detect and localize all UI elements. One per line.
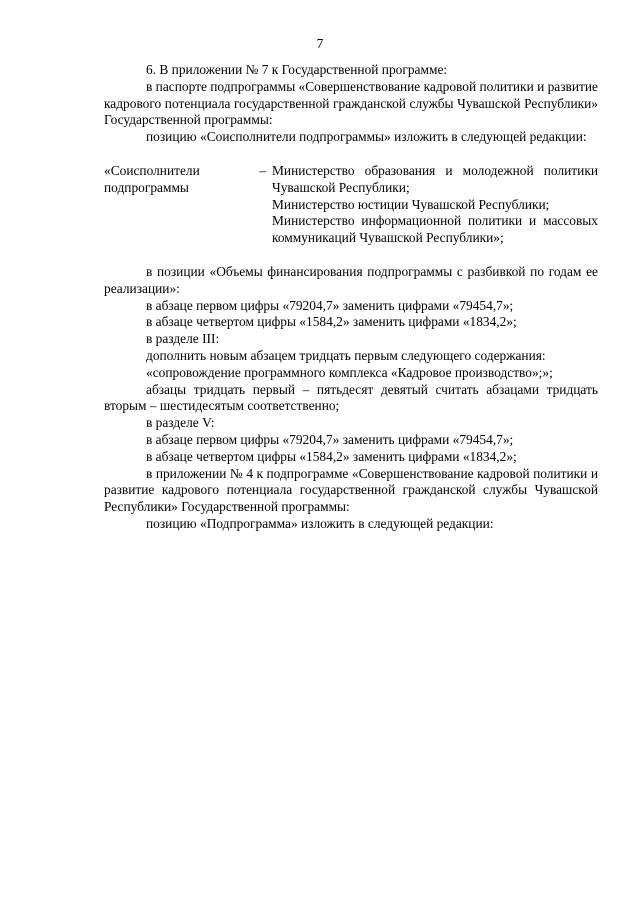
page-number: 7 <box>316 36 324 51</box>
coexecutors-table <box>104 163 598 247</box>
paragraph: в паспорте подпрограммы «Совершенствование кадровой политики и развитие кадрового потенциала государственной гражданской службы Чувашской Республики» Государственной программы: <box>104 78 598 128</box>
document-body <box>104 62 598 533</box>
paragraph: в абзаце первом цифры «79204,7» заменить цифрами «79454,7»; <box>146 297 514 313</box>
paragraph: 6. В приложении № 7 к Государственной программе: <box>146 62 448 77</box>
table-label-cell <box>104 163 272 247</box>
table-label: «Соисполнители подпрограммы <box>104 162 200 195</box>
paragraph: в позиции «Объемы финансирования подпрограммы с разбивкой по годам ее реализации»: <box>104 263 598 296</box>
paragraph: абзацы тридцать первый – пятьдесят девятый считать абзацами тридцать вторым – шестидесятым соответственно; <box>104 381 598 414</box>
table-value-line: Министерство информационной политики и массовых коммуникаций Чувашской Республики»; <box>272 213 598 246</box>
paragraph: в приложении № 4 к подпрограмме «Совершенствование кадровой политики и развитие кадрового потенциала государственной гражданской службы Чувашской Республики» Государственной программы: <box>104 465 598 515</box>
paragraph: позицию «Соисполнители подпрограммы» изложить в следующей редакции: <box>146 129 587 145</box>
paragraph: в абзаце четвертом цифры «1584,2» заменить цифрами «1834,2»; <box>146 448 517 464</box>
paragraph: в абзаце четвертом цифры «1584,2» заменить цифрами «1834,2»; <box>146 314 517 330</box>
paragraph: «сопровождение программного комплекса «Кадровое производство»;»; <box>146 364 553 380</box>
table-value-line: Министерство юстиции Чувашской Республики; <box>272 196 550 212</box>
table-value-cell <box>272 163 598 247</box>
paragraph: дополнить новым абзацем тридцать первым следующего содержания: <box>146 347 546 363</box>
paragraph: в абзаце первом цифры «79204,7» заменить цифрами «79454,7»; <box>146 431 514 447</box>
table-dash: – <box>259 162 267 178</box>
paragraph: в разделе III: <box>146 331 220 347</box>
table-value-line: Министерство образования и молодежной политики Чувашской Республики; <box>272 162 598 195</box>
paragraph: в разделе V: <box>146 415 215 431</box>
paragraph: позицию «Подпрограмма» изложить в следующей редакции: <box>146 515 494 531</box>
